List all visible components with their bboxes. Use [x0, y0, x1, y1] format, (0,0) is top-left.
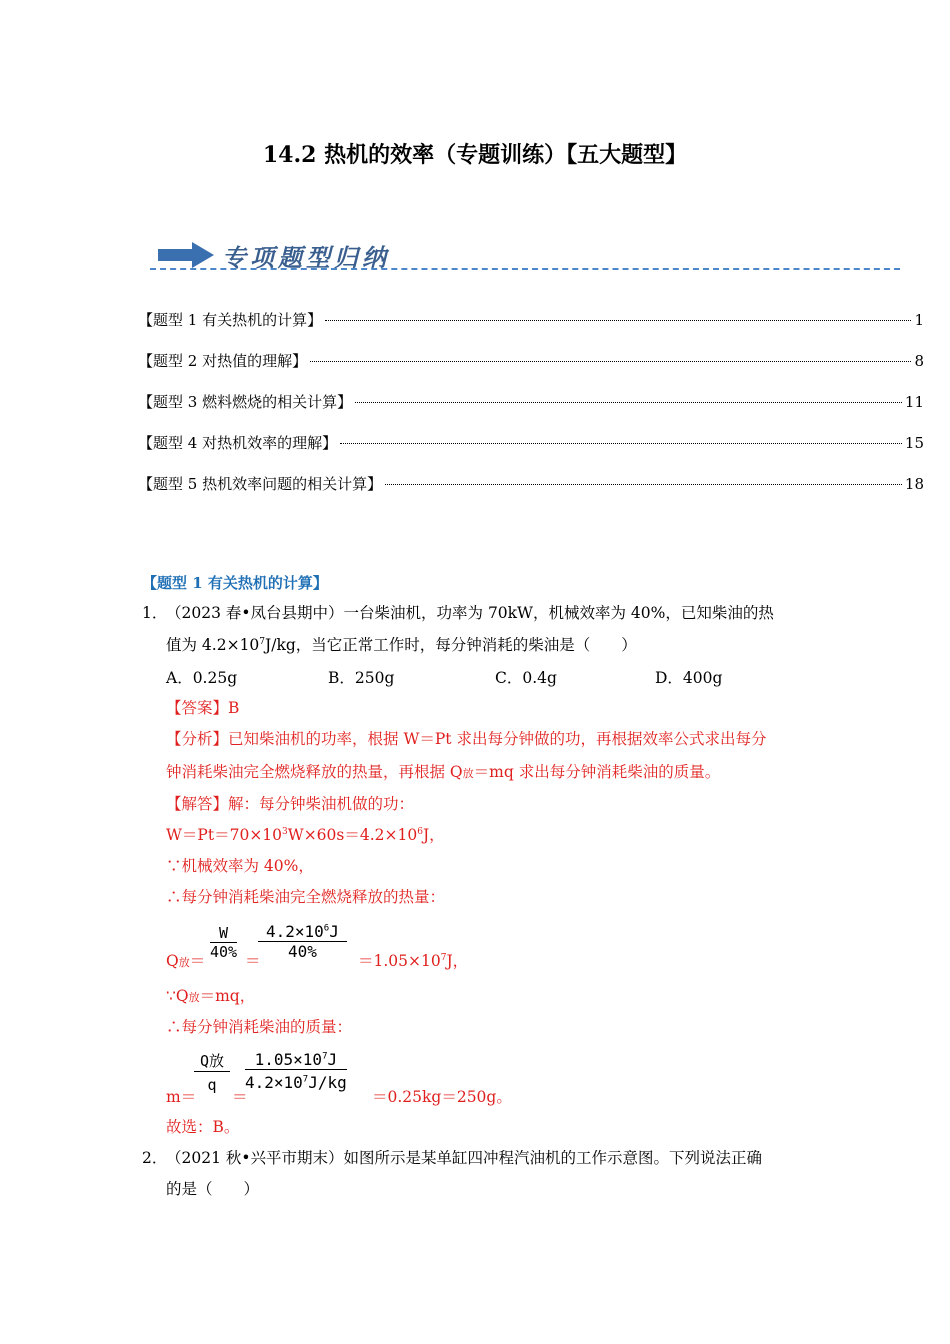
toc-item[interactable]: [138, 309, 924, 331]
option-c: C．0.4g: [495, 669, 557, 687]
toc-leader: [385, 484, 902, 485]
toc-item-label: 【题型 4 对热机效率的理解】: [138, 434, 338, 452]
banner-text: 专项题型归纳: [222, 243, 390, 272]
section-banner: [150, 236, 900, 276]
toc-item-label: 【题型 2 对热值的理解】: [138, 352, 308, 370]
toc-leader: [340, 443, 902, 444]
question-number: 2．: [142, 1149, 168, 1167]
section-heading: 【题型 1 有关热机的计算】: [142, 574, 328, 592]
equation-heat-label: Q放＝: [166, 952, 206, 970]
toc-leader: [355, 402, 902, 403]
toc-item-page: 11: [904, 393, 924, 411]
toc-item[interactable]: [138, 350, 924, 372]
fraction-mass-calc: $\frac{1.05\times 10^7J}{4.2\times 10^7J/kg}$: [245, 1050, 347, 1092]
toc-item-label: 【题型 5 热机效率问题的相关计算】: [138, 475, 383, 493]
arrow-right-icon: [158, 242, 214, 268]
page-title: 14.2 热机的效率（专题训练）【五大题型】: [262, 142, 688, 168]
because-line: ∵机械效率为 40%，: [166, 857, 314, 875]
fraction-q-over-q: Q放 q: [194, 1050, 230, 1094]
analysis-line: 钟消耗柴油完全燃烧释放的热量，再根据 Q放＝mq 求出每分钟消耗柴油的质量。: [166, 763, 721, 781]
toc-leader: [310, 361, 911, 362]
toc-item-page: 1: [914, 311, 924, 329]
answer: 【答案】B: [166, 699, 240, 717]
final-answer: 故选：B。: [166, 1118, 240, 1136]
fraction-energy-over-eff: $\frac{4.2\times 10^6J}{40\%}$: [258, 922, 347, 961]
equation-work: $W=Pt=70\times 10^3W\times 60s=4.2\times 10^6J$，: [166, 826, 445, 844]
question-text-line: （2023 春•凤台县期中）一台柴油机，功率为 70kW，机械效率为 40%，已知柴油的热: [166, 604, 774, 622]
therefore-line: ∴每分钟消耗柴油的质量：: [166, 1018, 353, 1036]
toc-leader: [325, 320, 911, 321]
analysis-line: 【分析】已知柴油机的功率，根据 W＝Pt 求出每分钟做的功，再根据效率公式求出每分: [166, 730, 767, 748]
banner-rule: [150, 268, 900, 270]
fraction-w-over-eff: $\frac{W}{40\%}$: [210, 924, 238, 961]
option-a: A．0.25g: [166, 669, 238, 687]
therefore-line: ∴每分钟消耗柴油完全燃烧释放的热量：: [166, 888, 446, 906]
equation-result: ＝0.25kg＝250g。: [372, 1088, 512, 1106]
question-text-line: 值为 $4.2\times 10^7J/kg$，当它正常工作时，每分钟消耗的柴油是（ ）: [166, 636, 637, 654]
toc-item[interactable]: [138, 473, 924, 495]
solution-line: 【解答】解：每分钟柴油机做的功：: [166, 795, 415, 813]
question-number: 1．: [142, 604, 168, 622]
toc-item[interactable]: [138, 391, 924, 413]
equation-mass-label: m＝: [166, 1088, 197, 1106]
toc-item-label: 【题型 3 燃料燃烧的相关计算】: [138, 393, 353, 411]
toc-item-page: 18: [904, 475, 924, 493]
toc-item-page: 8: [914, 352, 924, 370]
equation-result: $=1.05\times 10^7J$，: [358, 952, 469, 970]
question-text-line: （2021 秋•兴平市期末）如图所示是某单缸四冲程汽油机的工作示意图。下列说法正确: [166, 1149, 763, 1167]
toc-item-label: 【题型 1 有关热机的计算】: [138, 311, 323, 329]
option-b: B．250g: [328, 669, 395, 687]
equals-sign: ＝: [232, 1088, 248, 1106]
because-line: ∵Q放＝mq，: [166, 987, 256, 1005]
option-d: D．400g: [655, 669, 723, 687]
equals-sign: ＝: [245, 952, 261, 970]
question-text-line: 的是（ ）: [166, 1180, 260, 1198]
toc-item-page: 15: [904, 434, 924, 452]
toc-item[interactable]: [138, 432, 924, 454]
